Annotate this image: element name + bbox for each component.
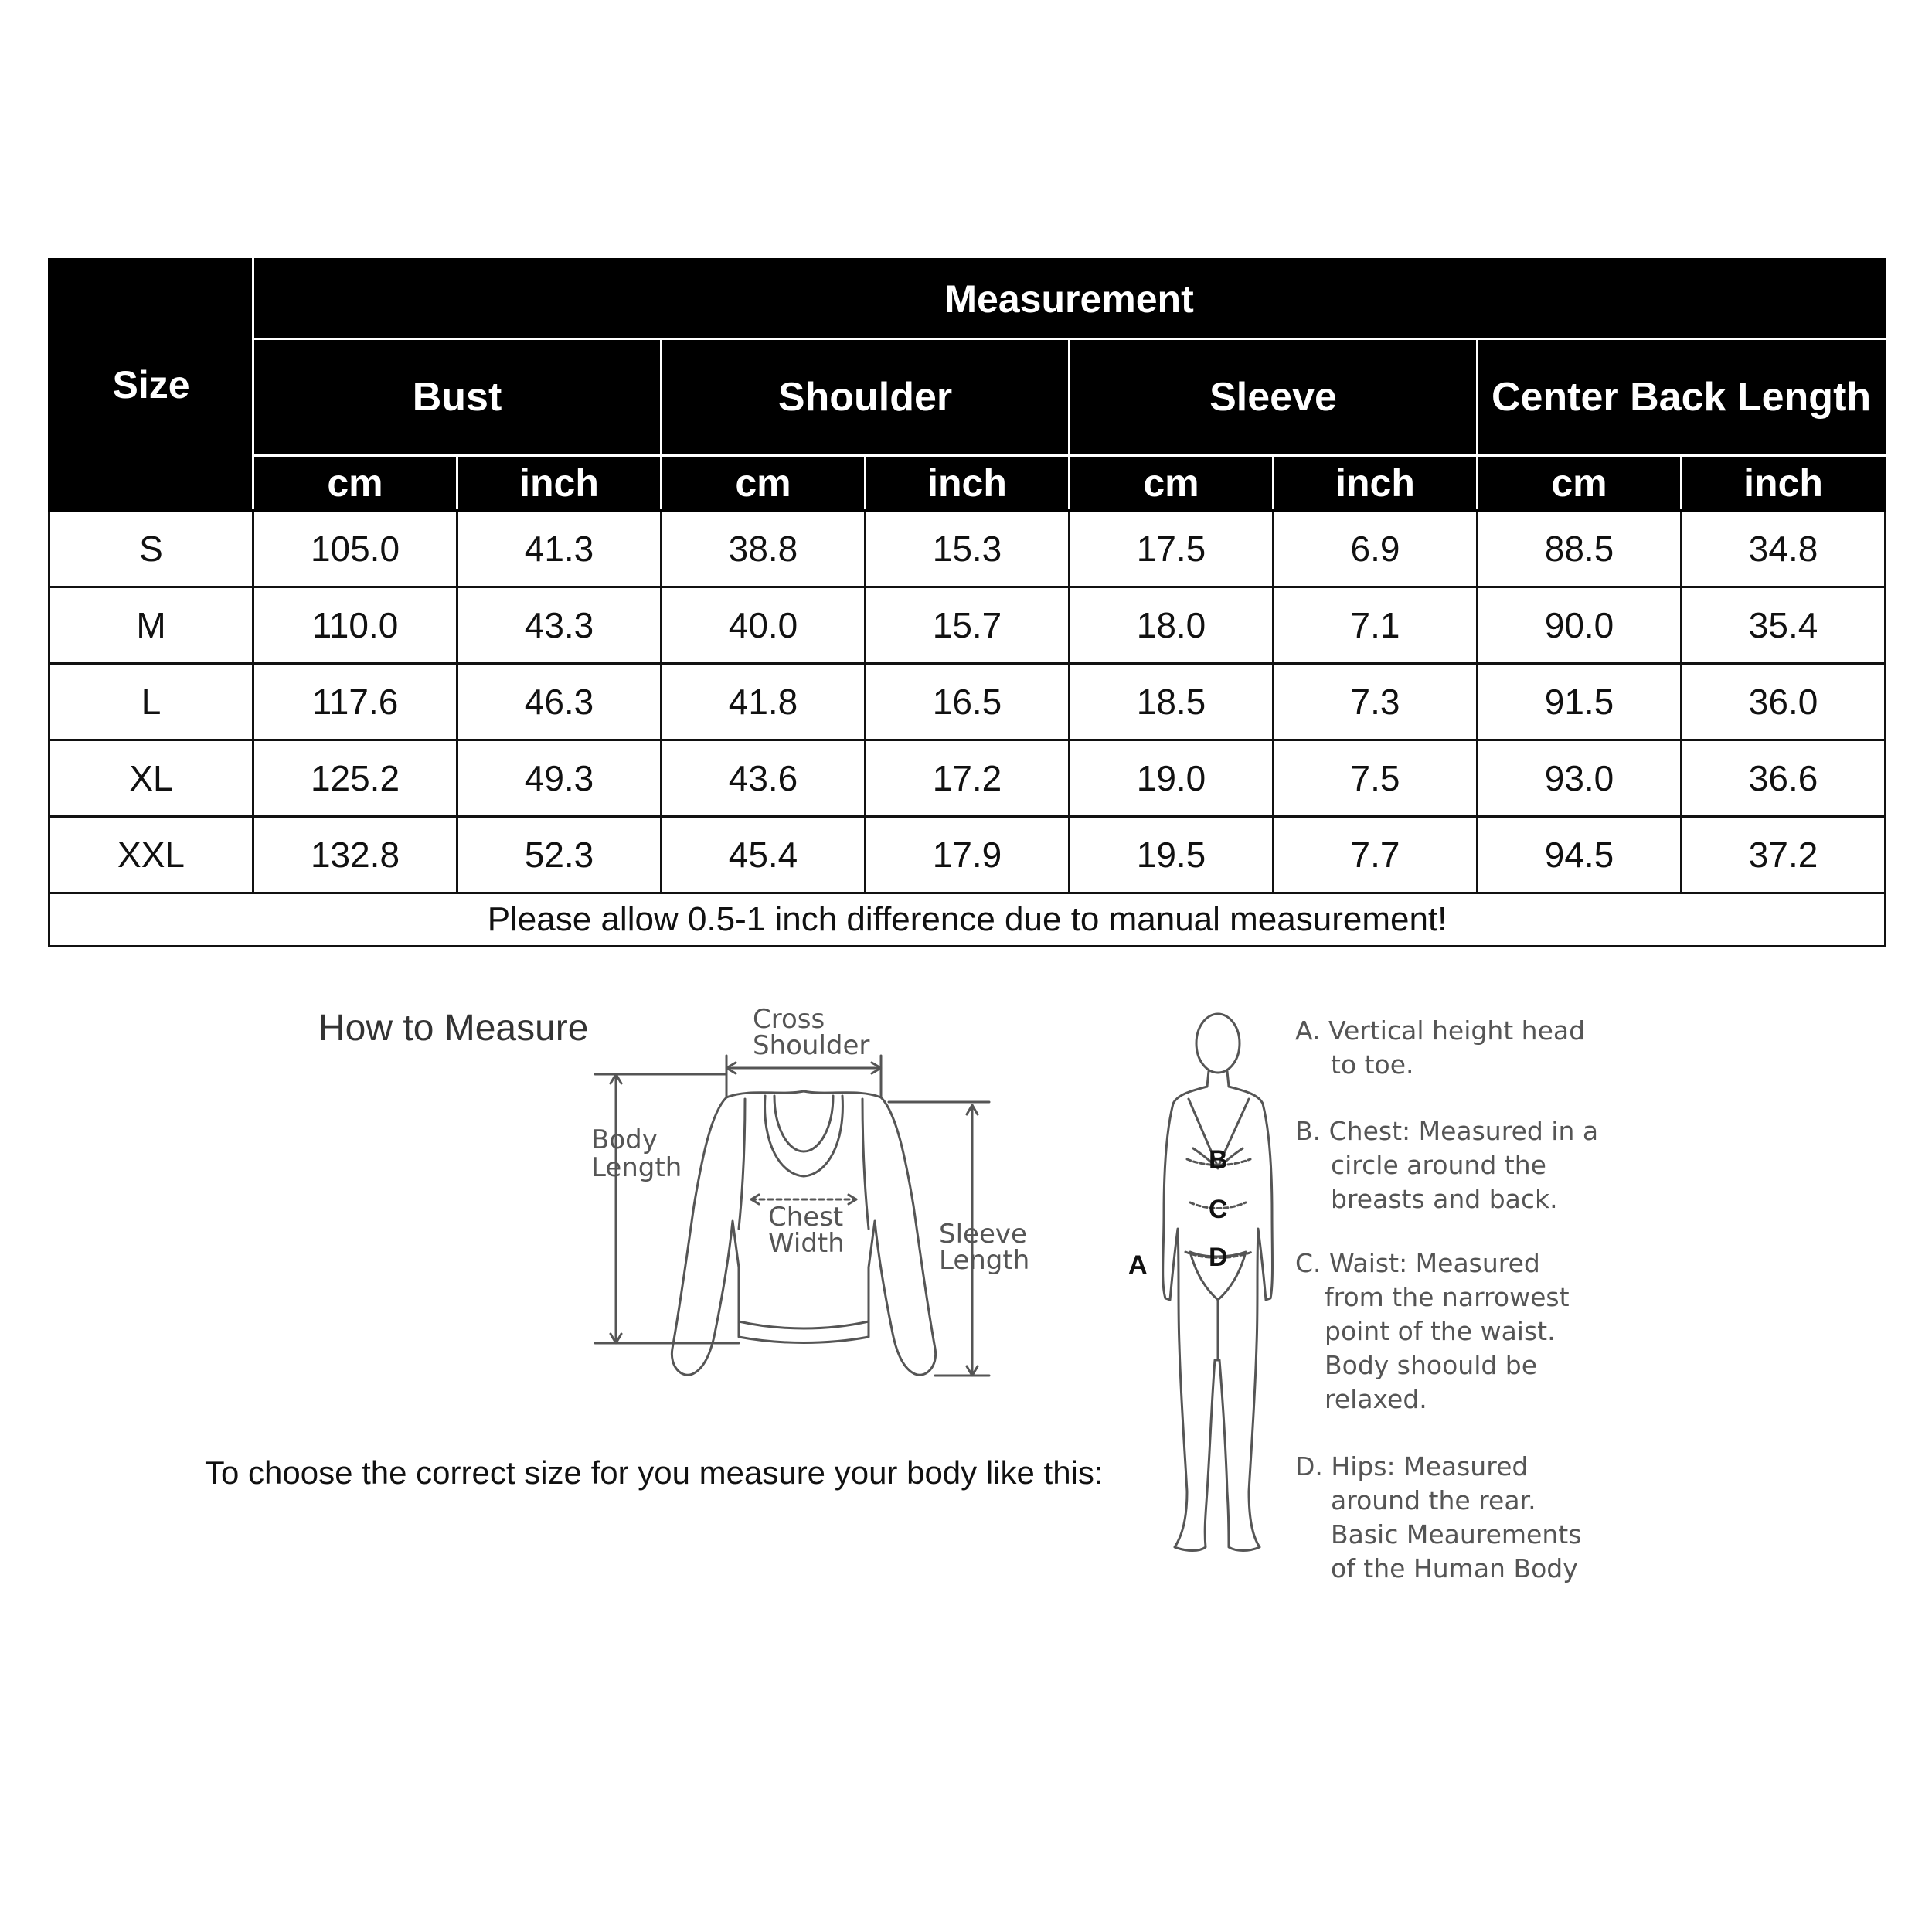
description-line: B. Chest: Measured in a <box>1295 1116 1599 1146</box>
description-line: to toe. <box>1331 1049 1414 1080</box>
measurement-cell: 132.8 <box>253 817 457 893</box>
description-hips <box>1295 1450 1620 1586</box>
description-chest <box>1295 1114 1620 1216</box>
measurement-cell: 7.3 <box>1274 664 1478 740</box>
size-cell: S <box>49 511 253 587</box>
size-cell: L <box>49 664 253 740</box>
measurement-cell: 19.0 <box>1070 740 1274 817</box>
description-vertical-height <box>1295 1014 1620 1082</box>
measurement-cell: 110.0 <box>253 587 457 664</box>
body-letter-b: B <box>1209 1145 1228 1175</box>
measurement-cell: 36.6 <box>1682 740 1886 817</box>
description-line: circle around the <box>1331 1150 1546 1180</box>
measurement-cell: 49.3 <box>457 740 662 817</box>
neckline <box>765 1096 843 1176</box>
unit-header: inch <box>1274 456 1478 511</box>
measurement-cell: 90.0 <box>1478 587 1682 664</box>
measurement-cell: 93.0 <box>1478 740 1682 817</box>
measurement-cell: 35.4 <box>1682 587 1886 664</box>
measurement-cell: 17.5 <box>1070 511 1274 587</box>
description-line: from the narrowest <box>1325 1282 1570 1312</box>
sleeve-length-label-2: Length <box>939 1245 1030 1276</box>
human-body-diagram <box>1113 997 1298 1569</box>
measurement-header: Measurement <box>253 260 1886 339</box>
measurement-cell: 34.8 <box>1682 511 1886 587</box>
group-header-sleeve: Sleeve <box>1070 339 1478 456</box>
measurement-cell: 41.3 <box>457 511 662 587</box>
measurement-cell: 46.3 <box>457 664 662 740</box>
sweater-diagram <box>572 997 1051 1399</box>
measurement-note: Please allow 0.5-1 inch difference due to manual measurement! <box>49 893 1886 947</box>
measurement-cell: 16.5 <box>866 664 1070 740</box>
measurement-cell: 37.2 <box>1682 817 1886 893</box>
choose-size-instruction: To choose the correct size for you measure your body like this: <box>205 1454 1104 1491</box>
measurement-cell: 18.0 <box>1070 587 1274 664</box>
head-shape <box>1196 1014 1240 1073</box>
measurement-cell: 94.5 <box>1478 817 1682 893</box>
measurement-cell: 105.0 <box>253 511 457 587</box>
measurement-cell: 7.5 <box>1274 740 1478 817</box>
measurement-cell: 43.6 <box>662 740 866 817</box>
table-row <box>49 587 1886 664</box>
cross-shoulder-label-1: Cross <box>753 1004 825 1035</box>
unit-header: inch <box>866 456 1070 511</box>
table-row <box>49 740 1886 817</box>
body-length-label-2: Length <box>591 1152 682 1183</box>
description-waist <box>1295 1247 1620 1417</box>
description-line: of the Human Body <box>1331 1553 1578 1583</box>
description-line: A. Vertical height head <box>1295 1015 1586 1046</box>
measurement-cell: 45.4 <box>662 817 866 893</box>
size-chart-table <box>48 258 1886 947</box>
description-line: point of the waist. <box>1325 1316 1556 1346</box>
group-header-center-back-length: Center Back Length <box>1478 339 1886 456</box>
measurement-cell: 18.5 <box>1070 664 1274 740</box>
unit-header: cm <box>1478 456 1682 511</box>
table-row <box>49 664 1886 740</box>
table-row <box>49 511 1886 587</box>
table-row <box>49 817 1886 893</box>
measurement-cell: 15.7 <box>866 587 1070 664</box>
unit-header: inch <box>457 456 662 511</box>
size-cell: XXL <box>49 817 253 893</box>
group-header-shoulder: Shoulder <box>662 339 1070 456</box>
unit-header: cm <box>662 456 866 511</box>
measurement-cell: 36.0 <box>1682 664 1886 740</box>
measurement-cell: 43.3 <box>457 587 662 664</box>
measurement-cell: 117.6 <box>253 664 457 740</box>
measurement-cell: 17.2 <box>866 740 1070 817</box>
description-line: relaxed. <box>1325 1384 1427 1414</box>
body-letter-a: A <box>1128 1250 1148 1280</box>
unit-header: inch <box>1682 456 1886 511</box>
measurement-cell: 41.8 <box>662 664 866 740</box>
how-to-measure-title: How to Measure <box>318 1008 589 1049</box>
sleeve-length-label-1: Sleeve <box>939 1219 1027 1250</box>
size-cell: XL <box>49 740 253 817</box>
description-line: Basic Meaurements <box>1331 1519 1582 1549</box>
description-line: Body shoould be <box>1325 1350 1538 1380</box>
size-header: Size <box>49 260 253 511</box>
body-letter-d: D <box>1209 1243 1228 1272</box>
description-line: around the rear. <box>1331 1485 1536 1515</box>
description-line: breasts and back. <box>1331 1184 1558 1214</box>
body-length-label-1: Body <box>591 1124 658 1155</box>
cross-shoulder-label-2: Shoulder <box>753 1030 870 1061</box>
measurement-cell: 91.5 <box>1478 664 1682 740</box>
unit-header: cm <box>1070 456 1274 511</box>
measurement-cell: 52.3 <box>457 817 662 893</box>
measurement-cell: 17.9 <box>866 817 1070 893</box>
chest-width-label-1: Chest <box>768 1202 844 1233</box>
measurement-cell: 125.2 <box>253 740 457 817</box>
measurement-cell: 6.9 <box>1274 511 1478 587</box>
unit-header: cm <box>253 456 457 511</box>
size-cell: M <box>49 587 253 664</box>
description-line: C. Waist: Measured <box>1295 1248 1540 1278</box>
measurement-cell: 7.7 <box>1274 817 1478 893</box>
measurement-cell: 38.8 <box>662 511 866 587</box>
measurement-cell: 40.0 <box>662 587 866 664</box>
group-header-bust: Bust <box>253 339 662 456</box>
measurement-cell: 15.3 <box>866 511 1070 587</box>
body-letter-c: C <box>1209 1195 1228 1224</box>
measurement-cell: 7.1 <box>1274 587 1478 664</box>
measurement-cell: 19.5 <box>1070 817 1274 893</box>
description-line: D. Hips: Measured <box>1295 1451 1529 1481</box>
measurement-cell: 88.5 <box>1478 511 1682 587</box>
chest-width-label-2: Width <box>768 1228 845 1259</box>
